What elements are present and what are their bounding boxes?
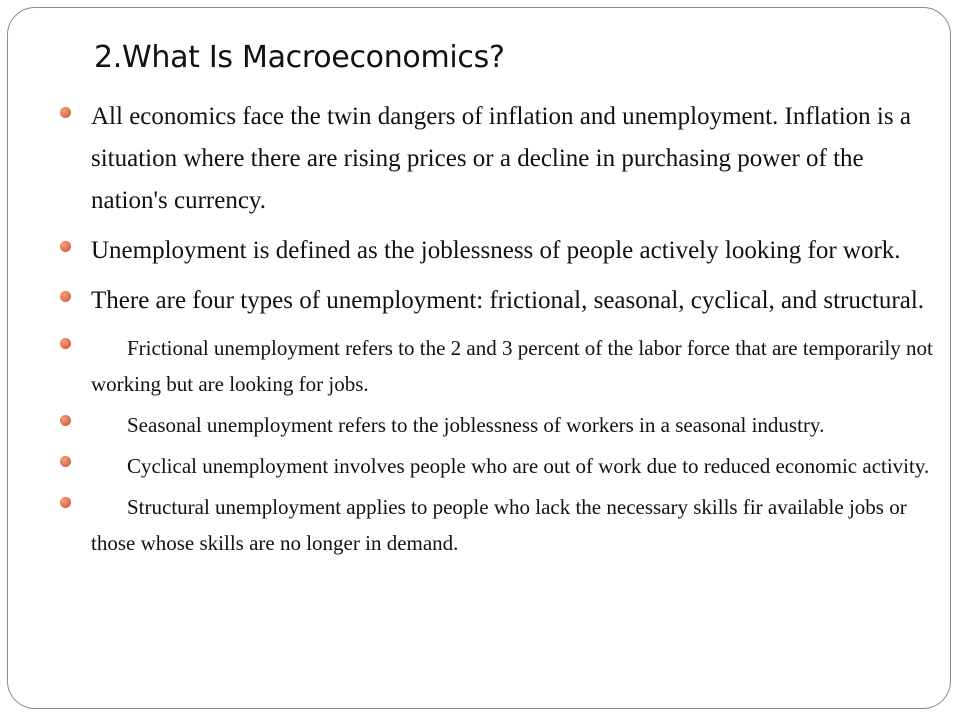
bullet-dot-icon xyxy=(60,338,71,349)
bullet-item xyxy=(60,489,940,561)
bullet-text: Frictional unemployment refers to the 2 and 3 percent of the labor force that are temporarily not working but are looking for jobs. xyxy=(91,336,933,396)
bullet-dot-icon xyxy=(60,415,71,426)
bullet-text: All economics face the twin dangers of inflation and unemployment. Inflation is a situation where there are rising prices or a decline in purchasing power of the nation's currency. xyxy=(91,103,911,214)
bullet-text: Structural unemployment applies to people who lack the necessary skills fir available jobs or those whose skills are no longer in demand. xyxy=(91,495,907,555)
bullet-item xyxy=(60,448,940,484)
bullet-dot-icon xyxy=(60,456,71,467)
bullet-dot-icon xyxy=(60,241,71,252)
slide-title: 2.What Is Macroeconomics? xyxy=(94,40,505,75)
bullet-item xyxy=(60,96,940,222)
bullet-item xyxy=(60,280,940,322)
bullet-list xyxy=(60,96,940,566)
slide-frame xyxy=(7,7,951,709)
bullet-item xyxy=(60,330,940,402)
bullet-dot-icon xyxy=(60,107,71,118)
bullet-text: Cyclical unemployment involves people who are out of work due to reduced economic activity. xyxy=(127,454,930,478)
bullet-dot-icon xyxy=(60,497,71,508)
bullet-dot-icon xyxy=(60,291,71,302)
bullet-text: Unemployment is defined as the joblessness of people actively looking for work. xyxy=(91,237,901,264)
bullet-text: Seasonal unemployment refers to the joblessness of workers in a seasonal industry. xyxy=(127,413,825,437)
bullet-item xyxy=(60,230,940,272)
bullet-item xyxy=(60,407,940,443)
bullet-text: There are four types of unemployment: frictional, seasonal, cyclical, and structural. xyxy=(91,287,925,314)
